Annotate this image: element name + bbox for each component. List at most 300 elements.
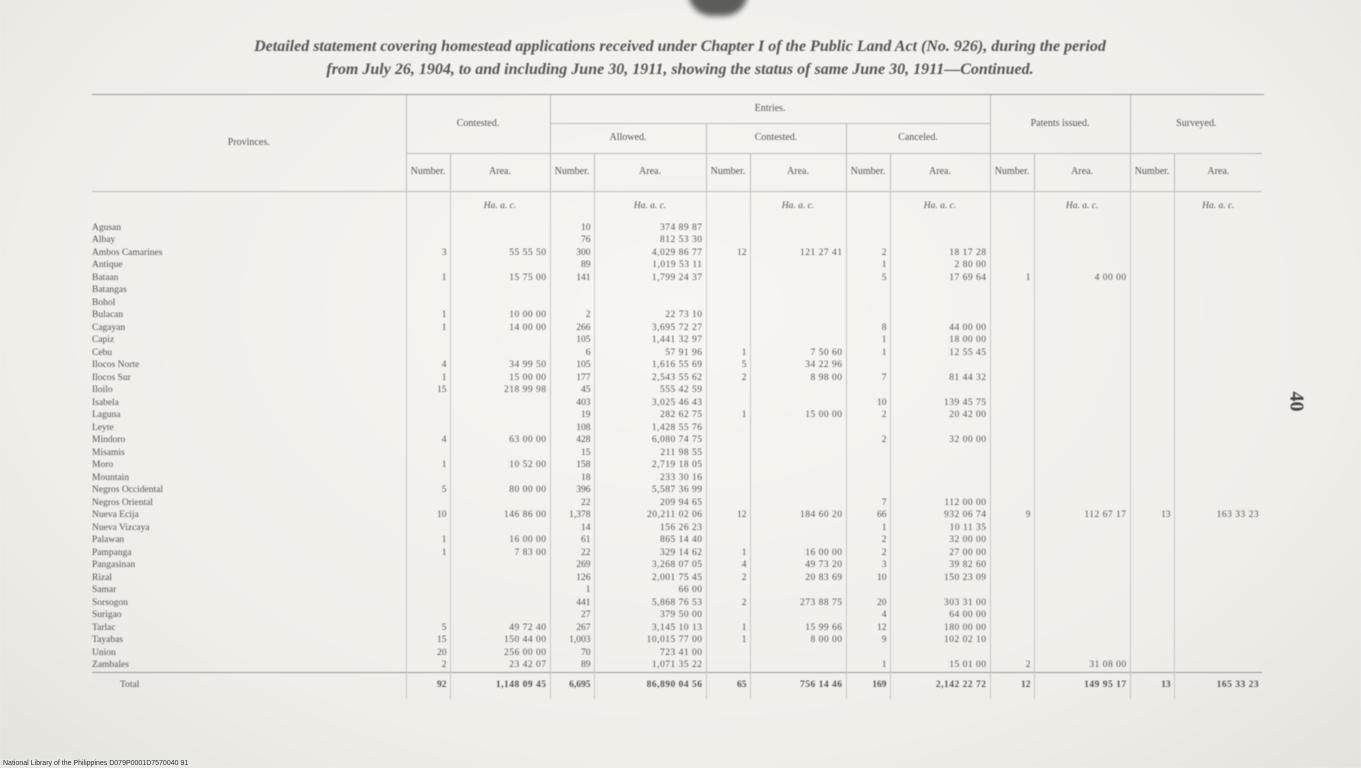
table-row bbox=[92, 522, 1262, 535]
area-cell bbox=[1174, 397, 1262, 410]
table-row bbox=[92, 247, 1262, 260]
province-name: Tayabas bbox=[92, 635, 123, 645]
area-cell: 32 00 00 bbox=[890, 434, 990, 447]
table-row bbox=[92, 422, 1262, 435]
number-cell bbox=[406, 584, 450, 597]
header-number: Number. bbox=[406, 153, 450, 191]
table-row bbox=[92, 572, 1262, 585]
table-body bbox=[92, 191, 1262, 699]
area-cell: 273 88 75 bbox=[750, 597, 846, 610]
area-cell: 2,001 75 45 bbox=[594, 572, 706, 585]
area-cell: 81 44 32 bbox=[890, 372, 990, 385]
area-cell: 282 62 75 bbox=[594, 409, 706, 422]
number-cell bbox=[706, 259, 750, 272]
header-entries: Entries. bbox=[550, 95, 990, 123]
area-cell: 10 52 00 bbox=[450, 459, 550, 472]
number-cell bbox=[706, 472, 750, 485]
province-name: Ilocos Sur bbox=[92, 372, 131, 383]
header-number: Number. bbox=[1130, 153, 1174, 191]
area-cell bbox=[1034, 547, 1130, 560]
number-cell bbox=[1130, 659, 1174, 672]
area-cell: 723 41 00 bbox=[594, 647, 706, 660]
number-cell: 177 bbox=[550, 372, 594, 385]
area-cell: 2,543 55 62 bbox=[594, 372, 706, 385]
area-cell bbox=[450, 447, 550, 460]
area-cell: 20 42 00 bbox=[890, 409, 990, 422]
area-cell bbox=[1174, 472, 1262, 485]
number-cell bbox=[990, 534, 1034, 547]
area-cell bbox=[450, 409, 550, 422]
number-cell bbox=[1130, 422, 1174, 435]
number-cell: 1 bbox=[990, 272, 1034, 285]
number-cell bbox=[846, 309, 890, 322]
number-cell bbox=[1130, 397, 1174, 410]
units-number-blank bbox=[406, 191, 450, 222]
area-cell bbox=[1034, 497, 1130, 510]
table-row bbox=[92, 547, 1262, 560]
area-cell: 2,719 18 05 bbox=[594, 459, 706, 472]
number-cell bbox=[706, 534, 750, 547]
number-cell bbox=[990, 284, 1034, 297]
area-cell bbox=[450, 259, 550, 272]
area-cell bbox=[450, 397, 550, 410]
number-cell: 269 bbox=[550, 559, 594, 572]
number-cell bbox=[706, 384, 750, 397]
number-cell bbox=[706, 297, 750, 310]
number-cell bbox=[1130, 634, 1174, 647]
number-cell: 108 bbox=[550, 422, 594, 435]
table-row bbox=[92, 559, 1262, 572]
number-cell bbox=[550, 297, 594, 310]
units-number-blank bbox=[706, 191, 750, 222]
number-cell: 169 bbox=[846, 672, 890, 699]
number-cell: 14 bbox=[550, 522, 594, 535]
number-cell: 13 bbox=[1130, 672, 1174, 699]
header-patents: Patents issued. bbox=[990, 95, 1130, 153]
number-cell bbox=[406, 347, 450, 360]
area-cell bbox=[890, 584, 990, 597]
number-cell bbox=[990, 572, 1034, 585]
number-cell bbox=[846, 584, 890, 597]
area-cell bbox=[450, 472, 550, 485]
number-cell: 12 bbox=[846, 622, 890, 635]
number-cell bbox=[990, 297, 1034, 310]
area-cell bbox=[1034, 609, 1130, 622]
province-name: Nueva Ecija bbox=[92, 510, 139, 520]
area-cell bbox=[1174, 659, 1262, 672]
ink-blot bbox=[688, 0, 748, 16]
number-cell bbox=[990, 234, 1034, 247]
number-cell: 12 bbox=[706, 509, 750, 522]
area-cell bbox=[890, 447, 990, 460]
number-cell bbox=[406, 572, 450, 585]
table-row bbox=[92, 609, 1262, 622]
area-cell bbox=[1174, 484, 1262, 497]
number-cell bbox=[1130, 297, 1174, 310]
units-number-blank bbox=[550, 191, 594, 222]
province-name: Negros Oriental bbox=[92, 497, 153, 508]
table-row bbox=[92, 409, 1262, 422]
area-cell bbox=[450, 234, 550, 247]
number-cell bbox=[406, 597, 450, 610]
area-cell: 15 00 00 bbox=[750, 409, 846, 422]
number-cell: 7 bbox=[846, 497, 890, 510]
page-number: 40 bbox=[1285, 391, 1308, 412]
table-row bbox=[92, 659, 1262, 672]
number-cell bbox=[990, 397, 1034, 410]
number-cell bbox=[1130, 622, 1174, 635]
header-number: Number. bbox=[706, 153, 750, 191]
area-cell: 812 53 30 bbox=[594, 234, 706, 247]
table-row bbox=[92, 434, 1262, 447]
number-cell: 22 bbox=[550, 547, 594, 560]
number-cell bbox=[406, 397, 450, 410]
area-cell bbox=[750, 497, 846, 510]
number-cell bbox=[706, 484, 750, 497]
table-row bbox=[92, 322, 1262, 335]
province-name: Misamis bbox=[92, 447, 125, 458]
area-cell: 4 00 00 bbox=[1034, 272, 1130, 285]
area-cell: 555 42 59 bbox=[594, 384, 706, 397]
area-cell bbox=[1034, 422, 1130, 435]
area-cell bbox=[450, 559, 550, 572]
province-name: Iloilo bbox=[92, 385, 113, 395]
number-cell bbox=[1130, 272, 1174, 285]
number-cell: 10 bbox=[550, 222, 594, 235]
area-cell: 3,695 72 27 bbox=[594, 322, 706, 335]
number-cell: 9 bbox=[846, 634, 890, 647]
number-cell: 27 bbox=[550, 609, 594, 622]
number-cell bbox=[406, 409, 450, 422]
number-cell: 65 bbox=[706, 672, 750, 699]
area-cell bbox=[890, 472, 990, 485]
units-area: Ha. a. c. bbox=[750, 191, 846, 222]
number-cell: 76 bbox=[550, 234, 594, 247]
number-cell: 403 bbox=[550, 397, 594, 410]
number-cell bbox=[1130, 497, 1174, 510]
table-row bbox=[92, 597, 1262, 610]
number-cell bbox=[990, 422, 1034, 435]
area-cell: 150 44 00 bbox=[450, 634, 550, 647]
area-cell: 20,211 02 06 bbox=[594, 509, 706, 522]
area-cell: 163 33 23 bbox=[1174, 509, 1262, 522]
province-name: Agusan bbox=[92, 222, 122, 233]
area-cell bbox=[1034, 647, 1130, 660]
number-cell: 1 bbox=[846, 659, 890, 672]
area-cell bbox=[890, 459, 990, 472]
header-area: Area. bbox=[1174, 153, 1262, 191]
area-cell bbox=[890, 309, 990, 322]
number-cell bbox=[706, 334, 750, 347]
area-cell: 379 50 00 bbox=[594, 609, 706, 622]
number-cell: 12 bbox=[990, 672, 1034, 699]
area-cell bbox=[890, 297, 990, 310]
area-cell: 180 00 00 bbox=[890, 622, 990, 635]
province-name: Capiz bbox=[92, 335, 115, 345]
number-cell bbox=[990, 647, 1034, 660]
area-cell bbox=[1034, 372, 1130, 385]
number-cell bbox=[846, 297, 890, 310]
area-cell bbox=[450, 222, 550, 235]
number-cell bbox=[1130, 284, 1174, 297]
number-cell bbox=[1130, 234, 1174, 247]
area-cell bbox=[1034, 447, 1130, 460]
province-name: Palawan bbox=[92, 535, 125, 545]
table-row bbox=[92, 334, 1262, 347]
number-cell bbox=[1130, 309, 1174, 322]
number-cell bbox=[990, 597, 1034, 610]
number-cell bbox=[990, 347, 1034, 360]
number-cell: 428 bbox=[550, 434, 594, 447]
total-row bbox=[92, 672, 1262, 699]
header-surveyed: Surveyed. bbox=[1130, 95, 1262, 153]
number-cell bbox=[1130, 584, 1174, 597]
number-cell: 2 bbox=[990, 659, 1034, 672]
area-cell bbox=[750, 397, 846, 410]
number-cell bbox=[990, 434, 1034, 447]
area-cell bbox=[1174, 609, 1262, 622]
area-cell: 57 91 96 bbox=[594, 347, 706, 360]
province-name: Mountain bbox=[92, 472, 129, 483]
number-cell bbox=[990, 409, 1034, 422]
area-cell bbox=[450, 609, 550, 622]
number-cell: 1 bbox=[406, 309, 450, 322]
number-cell: 1,003 bbox=[550, 634, 594, 647]
area-cell bbox=[450, 597, 550, 610]
number-cell bbox=[706, 222, 750, 235]
number-cell bbox=[406, 497, 450, 510]
area-cell bbox=[1034, 284, 1130, 297]
area-cell: 86,890 04 56 bbox=[594, 672, 706, 699]
number-cell bbox=[706, 609, 750, 622]
number-cell bbox=[406, 472, 450, 485]
number-cell bbox=[1130, 447, 1174, 460]
area-cell bbox=[1034, 247, 1130, 260]
number-cell: 1 bbox=[406, 547, 450, 560]
number-cell: 8 bbox=[846, 322, 890, 335]
number-cell: 2 bbox=[846, 409, 890, 422]
table-row bbox=[92, 234, 1262, 247]
number-cell bbox=[1130, 522, 1174, 535]
area-cell bbox=[594, 297, 706, 310]
number-cell: 61 bbox=[550, 534, 594, 547]
number-cell: 20 bbox=[846, 597, 890, 610]
number-cell bbox=[990, 384, 1034, 397]
area-cell bbox=[594, 284, 706, 297]
number-cell: 141 bbox=[550, 272, 594, 285]
number-cell bbox=[846, 459, 890, 472]
area-cell: 139 45 75 bbox=[890, 397, 990, 410]
area-cell bbox=[1034, 384, 1130, 397]
area-cell bbox=[750, 309, 846, 322]
number-cell bbox=[990, 322, 1034, 335]
table-row bbox=[92, 372, 1262, 385]
area-cell: 932 06 74 bbox=[890, 509, 990, 522]
area-cell: 256 00 00 bbox=[450, 647, 550, 660]
number-cell: 6,695 bbox=[550, 672, 594, 699]
number-cell: 105 bbox=[550, 334, 594, 347]
area-cell: 112 00 00 bbox=[890, 497, 990, 510]
number-cell: 22 bbox=[550, 497, 594, 510]
table-row bbox=[92, 622, 1262, 635]
area-cell bbox=[750, 659, 846, 672]
area-cell: 10 00 00 bbox=[450, 309, 550, 322]
area-cell: 18 00 00 bbox=[890, 334, 990, 347]
number-cell: 2 bbox=[706, 372, 750, 385]
number-cell: 12 bbox=[706, 247, 750, 260]
number-cell: 5 bbox=[406, 484, 450, 497]
area-cell: 4,029 86 77 bbox=[594, 247, 706, 260]
number-cell: 5 bbox=[406, 622, 450, 635]
number-cell: 1 bbox=[550, 584, 594, 597]
number-cell bbox=[990, 447, 1034, 460]
units-area: Ha. a. c. bbox=[1174, 191, 1262, 222]
footer-credit: National Library of the Philippines D079P0001D7570040 91 bbox=[0, 759, 191, 768]
units-number-blank bbox=[846, 191, 890, 222]
number-cell: 396 bbox=[550, 484, 594, 497]
number-cell bbox=[706, 497, 750, 510]
province-name: Samar bbox=[92, 585, 117, 595]
province-name: Bohol bbox=[92, 297, 116, 308]
number-cell: 1 bbox=[706, 547, 750, 560]
area-cell bbox=[1174, 422, 1262, 435]
area-cell bbox=[1174, 647, 1262, 660]
header-number: Number. bbox=[550, 153, 594, 191]
area-cell bbox=[1034, 234, 1130, 247]
area-cell: 20 83 69 bbox=[750, 572, 846, 585]
number-cell: 300 bbox=[550, 247, 594, 260]
area-cell bbox=[750, 334, 846, 347]
number-cell: 1 bbox=[846, 259, 890, 272]
number-cell bbox=[990, 222, 1034, 235]
area-cell bbox=[1174, 534, 1262, 547]
number-cell bbox=[706, 422, 750, 435]
number-cell bbox=[846, 422, 890, 435]
number-cell bbox=[1130, 372, 1174, 385]
area-cell bbox=[450, 297, 550, 310]
area-cell: 374 89 87 bbox=[594, 222, 706, 235]
number-cell bbox=[846, 234, 890, 247]
area-cell: 39 82 60 bbox=[890, 559, 990, 572]
area-cell bbox=[1174, 559, 1262, 572]
area-cell: 165 33 23 bbox=[1174, 672, 1262, 699]
area-cell bbox=[750, 322, 846, 335]
area-cell: 14 00 00 bbox=[450, 322, 550, 335]
area-cell: 15 99 66 bbox=[750, 622, 846, 635]
area-cell: 329 14 62 bbox=[594, 547, 706, 560]
area-cell bbox=[1174, 447, 1262, 460]
area-cell bbox=[1034, 297, 1130, 310]
area-cell bbox=[1174, 247, 1262, 260]
area-cell: 5,587 36 99 bbox=[594, 484, 706, 497]
number-cell: 158 bbox=[550, 459, 594, 472]
number-cell bbox=[846, 447, 890, 460]
area-cell bbox=[1174, 547, 1262, 560]
number-cell bbox=[990, 484, 1034, 497]
area-cell: 146 86 00 bbox=[450, 509, 550, 522]
number-cell bbox=[990, 372, 1034, 385]
header-area: Area. bbox=[594, 153, 706, 191]
area-cell bbox=[1174, 309, 1262, 322]
number-cell bbox=[990, 334, 1034, 347]
number-cell: 92 bbox=[406, 672, 450, 699]
units-area: Ha. a. c. bbox=[594, 191, 706, 222]
number-cell: 10 bbox=[406, 509, 450, 522]
area-cell bbox=[1034, 584, 1130, 597]
area-cell: 10 11 35 bbox=[890, 522, 990, 535]
number-cell: 267 bbox=[550, 622, 594, 635]
area-cell: 1,148 09 45 bbox=[450, 672, 550, 699]
area-cell: 102 02 10 bbox=[890, 634, 990, 647]
area-cell: 49 72 40 bbox=[450, 622, 550, 635]
number-cell bbox=[1130, 472, 1174, 485]
area-cell: 15 01 00 bbox=[890, 659, 990, 672]
area-cell bbox=[750, 422, 846, 435]
number-cell: 4 bbox=[406, 359, 450, 372]
table-row bbox=[92, 297, 1262, 310]
number-cell: 15 bbox=[550, 447, 594, 460]
table-row bbox=[92, 284, 1262, 297]
area-cell bbox=[1034, 572, 1130, 585]
number-cell bbox=[406, 422, 450, 435]
number-cell bbox=[406, 334, 450, 347]
area-cell bbox=[1034, 534, 1130, 547]
area-cell bbox=[1174, 384, 1262, 397]
number-cell: 441 bbox=[550, 597, 594, 610]
number-cell: 4 bbox=[846, 609, 890, 622]
number-cell bbox=[406, 297, 450, 310]
number-cell: 2 bbox=[846, 534, 890, 547]
table-row bbox=[92, 459, 1262, 472]
number-cell: 5 bbox=[706, 359, 750, 372]
area-cell bbox=[750, 234, 846, 247]
area-cell: 6,080 74 75 bbox=[594, 434, 706, 447]
area-cell bbox=[450, 347, 550, 360]
area-cell bbox=[750, 609, 846, 622]
area-cell bbox=[750, 297, 846, 310]
header-area: Area. bbox=[890, 153, 990, 191]
area-cell: 112 67 17 bbox=[1034, 509, 1130, 522]
number-cell bbox=[706, 234, 750, 247]
number-cell: 1,378 bbox=[550, 509, 594, 522]
number-cell: 266 bbox=[550, 322, 594, 335]
number-cell bbox=[846, 359, 890, 372]
number-cell bbox=[706, 522, 750, 535]
header-area: Area. bbox=[450, 153, 550, 191]
number-cell: 2 bbox=[706, 572, 750, 585]
area-cell bbox=[1034, 322, 1130, 335]
province-name: Negros Occidental bbox=[92, 485, 163, 495]
province-name: Tarlac bbox=[92, 622, 116, 633]
table-header bbox=[92, 95, 1262, 191]
area-cell: 8 00 00 bbox=[750, 634, 846, 647]
area-cell: 34 99 50 bbox=[450, 359, 550, 372]
number-cell bbox=[846, 647, 890, 660]
province-name: Bulacan bbox=[92, 310, 124, 320]
area-cell bbox=[1174, 359, 1262, 372]
area-cell bbox=[750, 484, 846, 497]
area-cell: 150 23 09 bbox=[890, 572, 990, 585]
number-cell bbox=[1130, 459, 1174, 472]
number-cell bbox=[706, 584, 750, 597]
number-cell bbox=[1130, 647, 1174, 660]
area-cell: 865 14 40 bbox=[594, 534, 706, 547]
table-row bbox=[92, 634, 1262, 647]
number-cell bbox=[990, 634, 1034, 647]
units-area: Ha. a. c. bbox=[450, 191, 550, 222]
area-cell: 16 00 00 bbox=[450, 534, 550, 547]
number-cell bbox=[706, 272, 750, 285]
